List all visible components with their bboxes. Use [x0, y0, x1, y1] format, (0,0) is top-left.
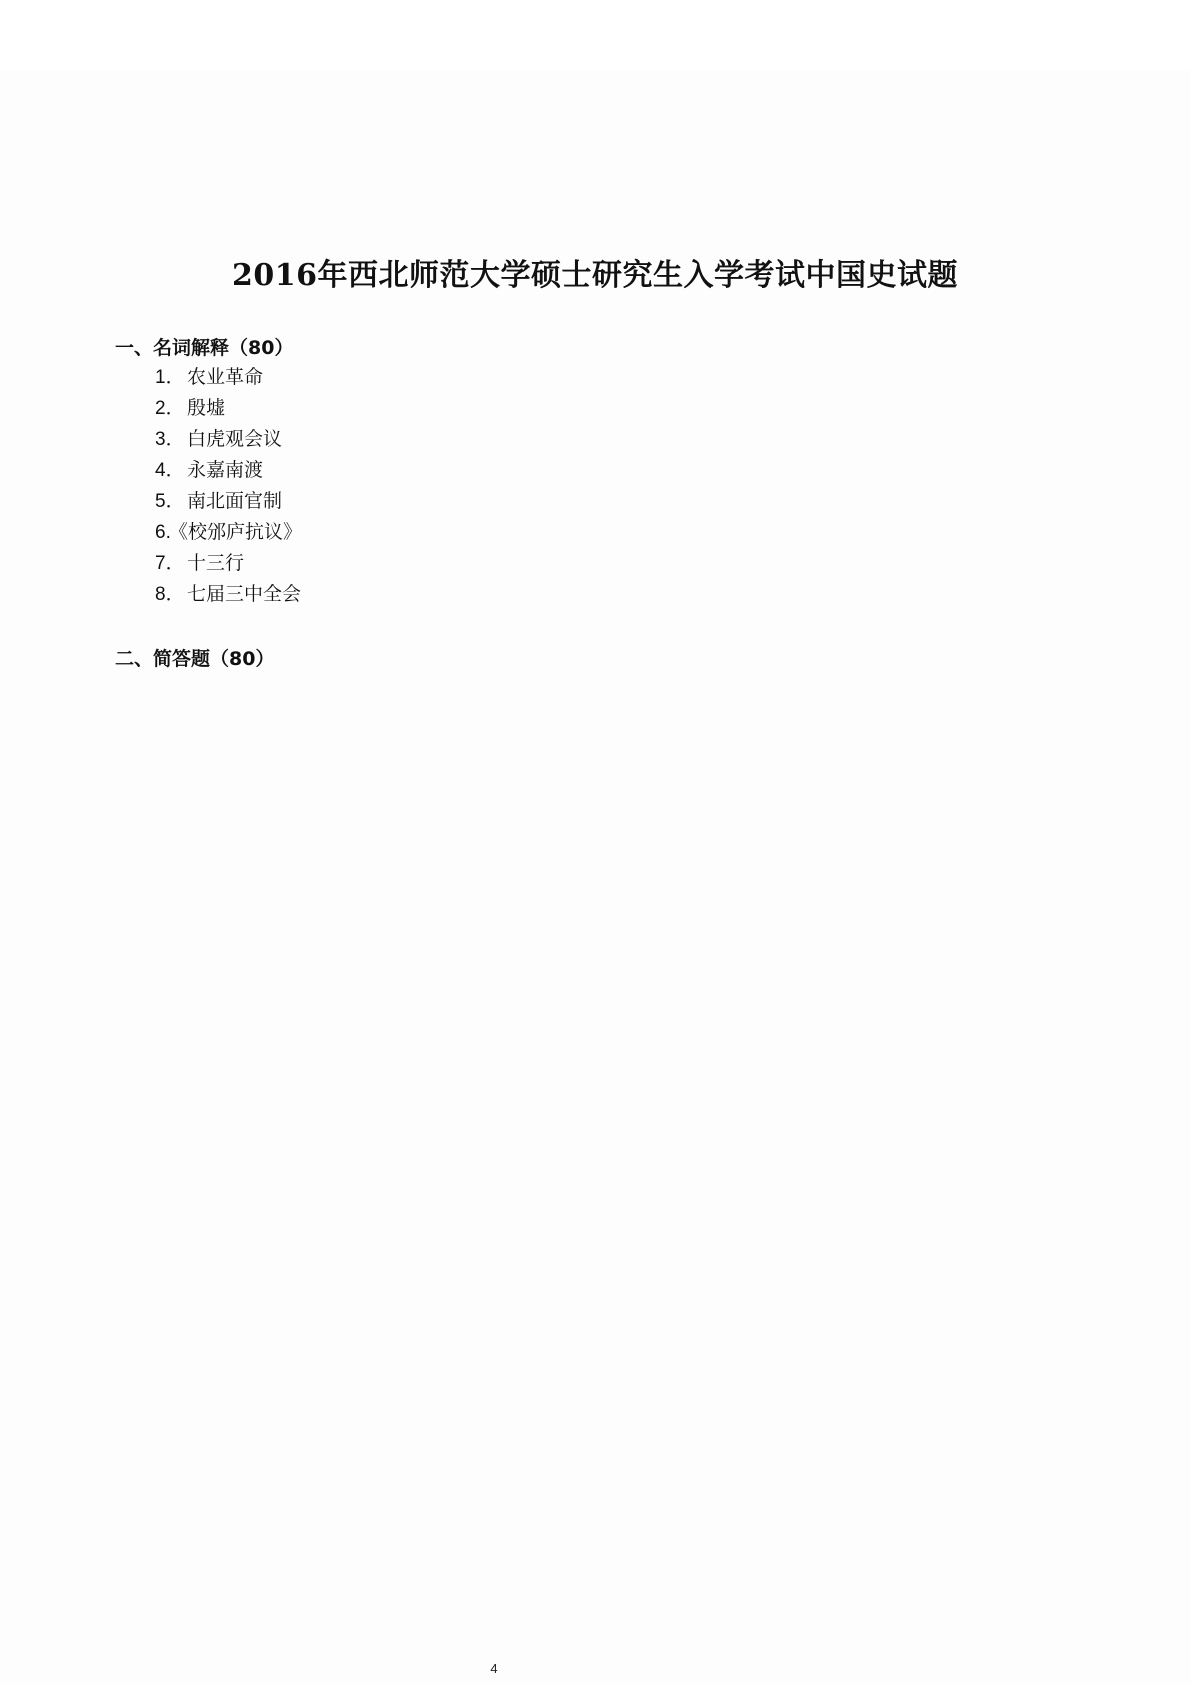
list-item — [155, 486, 302, 517]
item-number: 2． — [155, 398, 185, 419]
item-text: 殷墟 — [187, 397, 226, 419]
item-number: 3． — [155, 429, 185, 450]
item-number: 5． — [155, 491, 185, 512]
page-background — [0, 70, 1190, 1683]
list-item — [155, 455, 302, 486]
list-item — [155, 517, 302, 548]
item-text: 七届三中全会 — [187, 583, 302, 605]
list-item — [155, 548, 302, 579]
list-item — [155, 393, 302, 424]
item-number: 6. — [155, 522, 171, 543]
item-text: 十三行 — [187, 552, 245, 574]
section-heading-terms: 一、名词解释（80） — [115, 337, 294, 359]
item-text: 南北面官制 — [187, 490, 283, 512]
item-text: 农业革命 — [187, 366, 264, 388]
section-heading-short-answer: 二、简答题（80） — [115, 648, 275, 670]
page-number: 4 — [490, 1661, 498, 1676]
item-text: 白虎观会议 — [187, 428, 283, 450]
item-text: 永嘉南渡 — [187, 459, 264, 481]
item-text: 《校邠庐抗议》 — [169, 521, 303, 543]
list-item — [155, 424, 302, 455]
item-number: 7． — [155, 553, 185, 574]
item-number: 1． — [155, 367, 185, 388]
list-item — [155, 362, 302, 393]
terms-list — [155, 362, 302, 610]
item-number: 8． — [155, 584, 185, 605]
item-number: 4． — [155, 460, 185, 481]
list-item — [155, 579, 302, 610]
exam-title: 2016年西北师范大学硕士研究生入学考试中国史试题 — [232, 258, 958, 293]
